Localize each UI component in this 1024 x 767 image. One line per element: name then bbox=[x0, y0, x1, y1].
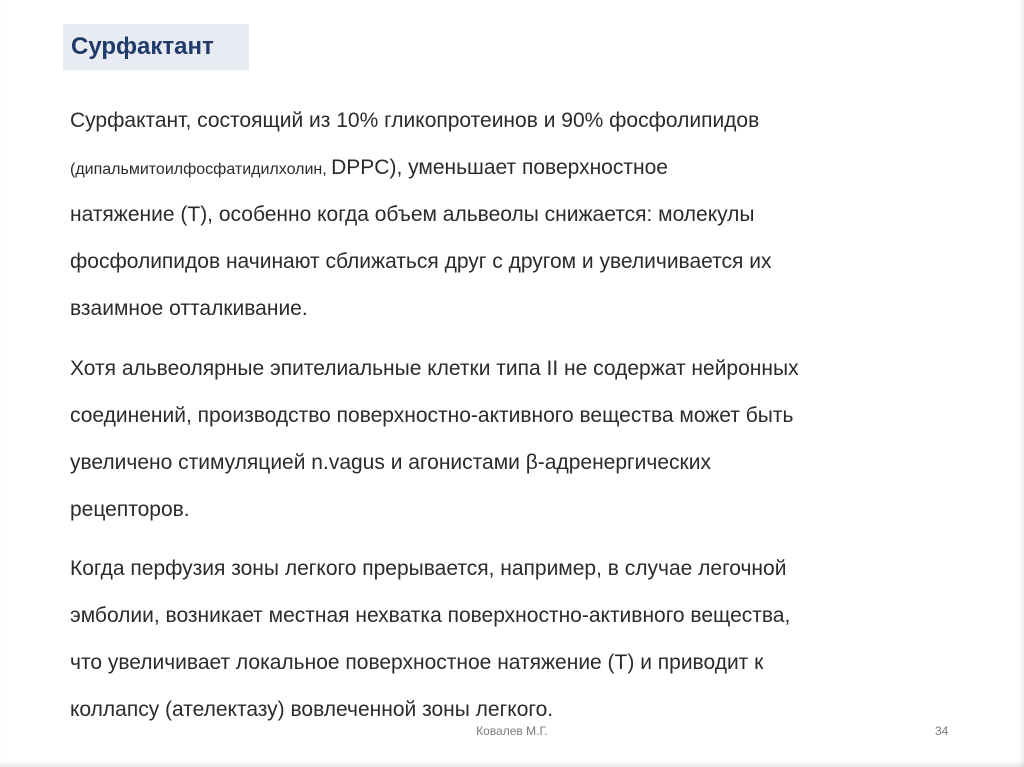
paragraph-line: рецепторов. bbox=[70, 498, 190, 521]
paragraph-line: эмболии, возникает местная нехватка поверхностно-активного вещества, bbox=[70, 604, 791, 627]
paragraph-line: Сурфактант, состоящий из 10% гликопротеинов и 90% фосфолипидов bbox=[70, 109, 760, 132]
paragraph-line: Когда перфузия зоны легкого прерывается, например, в случае легочной bbox=[70, 557, 787, 580]
paragraph-line: что увеличивает локальное поверхностное натяжение (T) и приводит к bbox=[70, 651, 764, 674]
paragraph-line: натяжение (T), особенно когда объем альвеолы снижается: молекулы bbox=[70, 203, 755, 226]
page-number: 34 bbox=[935, 724, 949, 738]
paragraph-line: фосфолипидов начинают сближаться друг с другом и увеличивается их bbox=[70, 250, 772, 273]
slide-title: Сурфактант bbox=[71, 33, 214, 60]
paragraph-line bbox=[70, 144, 970, 191]
footer-author: Ковалев М.Г. bbox=[476, 724, 548, 738]
title-box bbox=[63, 24, 249, 70]
paragraph-line: увеличено стимуляцией n.vagus и агонистами β-адренергических bbox=[70, 451, 711, 474]
paragraph-line: Хотя альвеолярные эпителиальные клетки типа II не содержат нейронных bbox=[70, 357, 799, 380]
paragraph-line-rest: DPPC), уменьшает поверхностное bbox=[331, 156, 668, 179]
paragraph-2 bbox=[70, 345, 970, 533]
chemical-name: (дипальмитоилфосфатидилхолин, bbox=[70, 161, 332, 178]
paragraph-3 bbox=[70, 545, 970, 733]
paragraph-line: взаимное отталкивание. bbox=[70, 297, 308, 320]
paragraph-line: соединений, производство поверхностно-активного вещества может быть bbox=[70, 404, 794, 427]
paragraph-line: коллапсу (ателектазу) вовлеченной зоны легкого. bbox=[70, 698, 554, 721]
paragraph-1 bbox=[70, 97, 970, 332]
